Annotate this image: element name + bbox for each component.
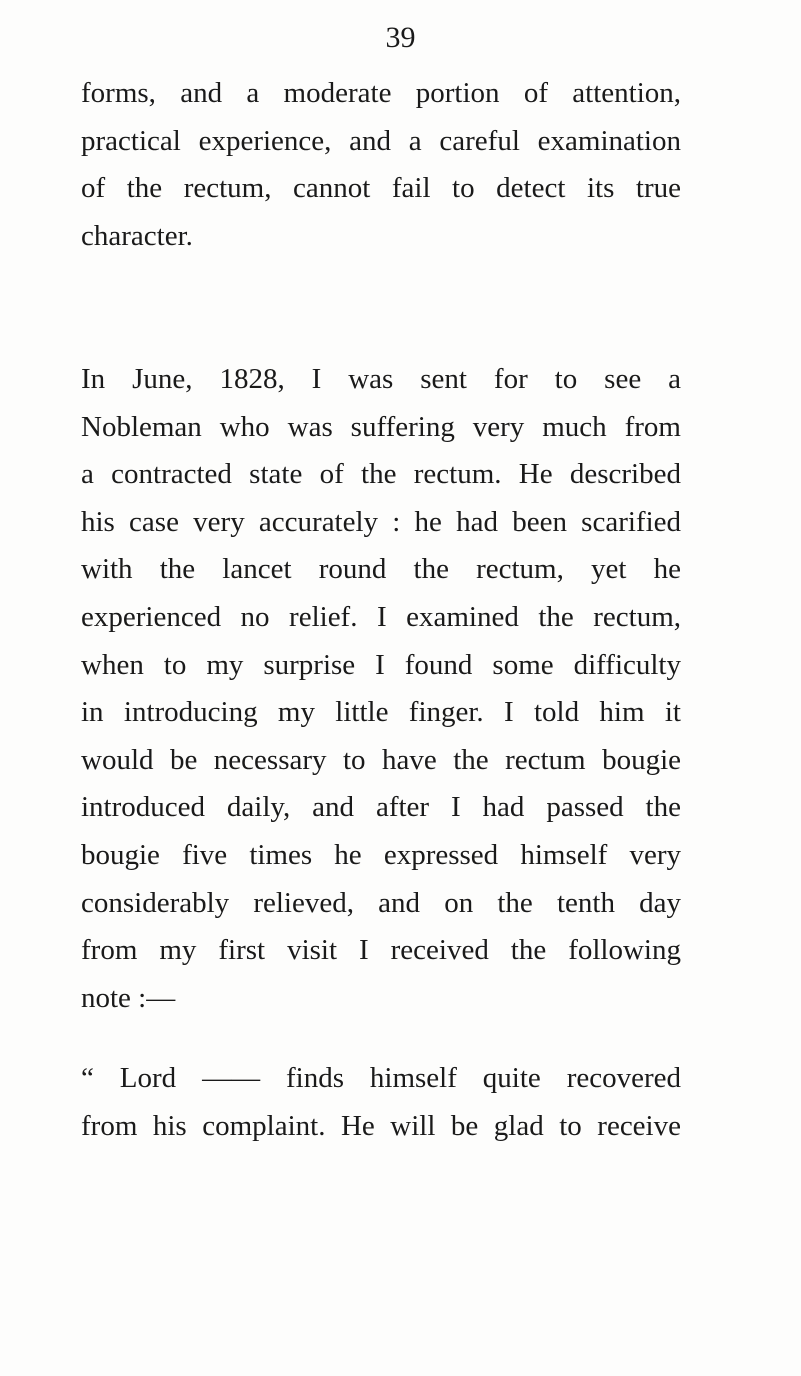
text-line: would be necessary to have the rectum bougie <box>81 743 681 776</box>
text-line: character. <box>81 219 193 252</box>
paragraph-1 <box>81 70 681 260</box>
text-line: from my first visit I received the following <box>81 934 681 967</box>
text-line: “ Lord —— finds himself quite recovered <box>81 1062 681 1094</box>
text-line: practical experience, and a careful examination <box>81 124 681 157</box>
text-line: his case very accurately : he had been scarified <box>81 505 681 538</box>
text-line: forms, and a moderate portion of attention, <box>81 77 681 109</box>
text-line: when to my surprise I found some difficulty <box>81 648 681 681</box>
text-line: with the lancet round the rectum, yet he <box>81 553 681 586</box>
text-line: a contracted state of the rectum. He described <box>81 458 681 491</box>
text-line: of the rectum, cannot fail to detect its true <box>81 172 681 205</box>
text-line: In June, 1828, I was sent for to see a <box>81 363 681 395</box>
text-line: Nobleman who was suffering very much from <box>81 410 681 443</box>
page-number: 39 <box>385 21 416 54</box>
text-line: introduced daily, and after I had passed the <box>81 791 681 824</box>
text-line: experienced no relief. I examined the rectum, <box>81 600 681 633</box>
paragraph-3 <box>81 1055 681 1150</box>
text-line: from his complaint. He will be glad to receive <box>81 1109 681 1142</box>
paragraph-2 <box>81 356 681 1022</box>
text-line: considerably relieved, and on the tenth day <box>81 886 681 919</box>
text-line: in introducing my little finger. I told him it <box>81 696 681 729</box>
text-line: bougie five times he expressed himself very <box>81 838 681 871</box>
text-line: note :— <box>81 981 176 1014</box>
